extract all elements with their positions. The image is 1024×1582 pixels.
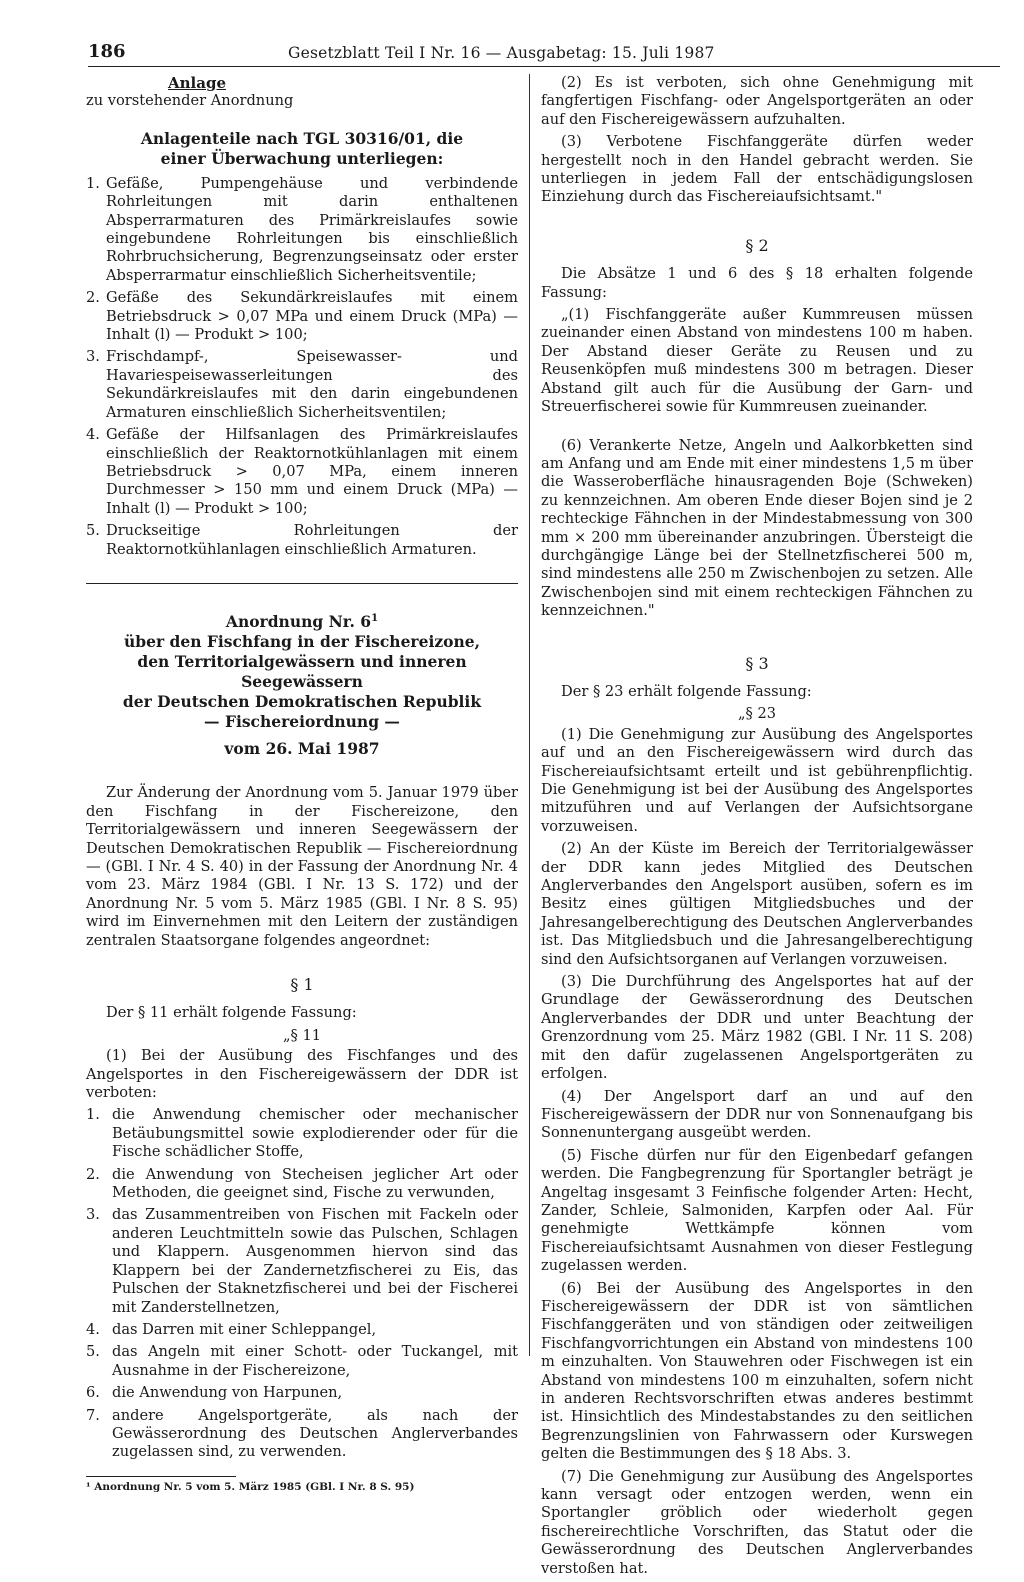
column-divider <box>529 74 530 1356</box>
ordinance-date: vom 26. Mai 1987 <box>224 738 380 758</box>
ordinance-title-line-5: — Fischereiordnung — <box>204 711 400 731</box>
list-item <box>86 522 518 559</box>
list-item-text: die Anwendung von Harpunen, <box>112 1384 343 1402</box>
anlage-list <box>86 175 518 559</box>
section-23-para-3: (3) Die Durchführung des Angelsportes hat auf der Grundlage der Gewässerordnung des Deutschen Anglerverbandes der DDR und unter Beachtung der Grenzordnung vom 25. März 1982 (GBl. I Nr. 11 S. 208) mit den dafür zugelassenen Angelsportgeräten zu erfolgen. <box>541 973 973 1083</box>
list-item <box>86 1407 518 1462</box>
list-item-number: 5. <box>86 1343 100 1361</box>
list-item-number: 2. <box>86 289 100 307</box>
ordinance-intro: Zur Änderung der Anordnung vom 5. Januar 1979 über den Fischfang in der Fischereizone, den Territorialgewässern und inneren Seegewässern der Deutschen Demokratischen Republik — Fischereiordnung — (GBl. I Nr. 4 S. 40) in der Fassung der Anordnung Nr. 4 vom 23. März 1984 (GBl. I Nr. 13 S. 172) und der Anordnung Nr. 5 vom 5. März 1985 (GBl. I Nr. 8 S. 95) wird im Einvernehmen mit den Leitern der zuständigen zentralen Staatsorgane folgendes angeordnet: <box>86 784 518 949</box>
section-3-lead: Der § 23 erhält folgende Fassung: <box>561 682 812 700</box>
section-2-lead: Die Absätze 1 und 6 des § 18 erhalten folgende Fassung: <box>541 265 973 301</box>
list-item-text: Gefäße, Pumpengehäuse und verbindende Rohrleitungen mit darin enthaltenen Absperrarmaturen des Primärkreislaufes sowie eingebundene Rohrleitungen bis einschließlich Rohrbruchsicherung, Begrenzungseinsatz oder erster Absperrarmatur einschließlich Sicherheitsventile; <box>106 174 518 284</box>
prohibited-list <box>86 1106 518 1461</box>
section-18-para-1: „(1) Fischfanggeräte außer Kummreusen müssen zueinander einen Abstand von mindestens 100 m haben. Der Abstand dieser Geräte zu Reusen und zu Reusenköpfen muß mindestens 300 m betragen. Dieser Abstand gilt auch für die Ausübung der Garn- und Streuerfischerei sowie für Kummreusen zueinander. <box>541 306 973 416</box>
section-11-para-3: (3) Verbotene Fischfanggeräte dürfen weder hergestellt noch in den Handel gebracht werden. Sie unterliegen in jedem Fall der entschädigungslosen Einziehung durch das Fischereiaufsichtsamt." <box>541 133 973 206</box>
list-item <box>86 426 518 518</box>
section-18-para-6: (6) Verankerte Netze, Angeln und Aalkorbketten sind am Anfang und am Ende mit einer mindestens 1,5 m über die Wasseroberfläche hinausragenden Boje (Schweken) zu kennzeichnen. Am oberen Ende dieser Bojen sind je 2 rechteckige Fähnchen in der Mindestabmessung von 300 mm × 200 mm übereinander anzubringen. Übersteigt die durchgängige Länge bei der Stellnetzfischerei 500 m, sind mindestens alle 250 m Zwischenbojen zu setzen. Alle Zwischenbojen sind mit einem rechteckigen Fähnchen zu kennzeichnen." <box>541 436 973 620</box>
list-item-number: 5. <box>86 522 100 540</box>
section-2-heading: § 2 <box>745 235 769 255</box>
list-item <box>86 1343 518 1380</box>
list-item-number: 3. <box>86 1206 100 1224</box>
list-item <box>86 1321 518 1339</box>
section-11-heading: „§ 11 <box>282 1026 322 1044</box>
right-column <box>541 74 973 1582</box>
list-item-text: das Zusammentreiben von Fischen mit Fackeln oder anderen Leuchtmitteln sowie das Pulschen, Schlagen und Klappern. Ausgenommen hiervon sind das Klappern bei der Zandernetzfischerei zu Eis, das Pulschen der Staknetzfischerei und bei der Fischerei mit Zanderstellnetzen, <box>112 1206 518 1316</box>
list-item-number: 6. <box>86 1384 100 1402</box>
section-11-para-1: (1) Bei der Ausübung des Fischfanges und des Angelsportes in den Fischereigewässern der DDR ist verboten: <box>86 1047 518 1102</box>
section-23-para-1: (1) Die Genehmigung zur Ausübung des Angelsportes auf und an den Fischereigewässern wird durch das Fischereiaufsichtsamt erteilt und ist gebührenpflichtig. Die Genehmigung ist bei der Ausübung des Angelsportes mitzuführen und auf Verlangen der Aufsichtsorgane vorzuweisen. <box>541 725 973 835</box>
section-divider <box>86 583 518 584</box>
footnote: ¹ Anordnung Nr. 5 vom 5. März 1985 (GBl. I Nr. 8 S. 95) <box>86 1480 415 1493</box>
list-item-text: andere Angelsportgeräte, als nach der Gewässerordnung des Deutschen Anglerverbandes zugelassen sind, zu verwenden. <box>112 1406 518 1461</box>
left-column <box>86 74 518 1494</box>
anlage-heading: Anlagenteile nach TGL 30316/01, die einer Überwachung unterliegen: <box>140 128 464 168</box>
section-23-para-6: (6) Bei der Ausübung des Angelsportes in den Fischereigewässern der DDR ist von sämtlichen Fischfanggeräten und von ständigen oder zeitweiligen Fischfangvorrichtungen ein Abstand von mindestens 100 m einzuhalten. Von Stauwehren oder Fischwegen ist ein Abstand von mindestens 100 m einzuhalten, sofern nicht in anderen Rechtsvorschriften etwas anderes bestimmt ist. Hinsichtlich des Mindestabstandes zu den seitlichen Begrenzungslinien von Fahrwassern oder Kurswegen gelten die Bestimmungen des § 18 Abs. 3. <box>541 1279 973 1463</box>
ordinance-title-line-3: den Territorialgewässern und inneren Seegewässern <box>137 651 467 691</box>
list-item-number: 4. <box>86 426 100 444</box>
section-23-para-4: (4) Der Angelsport darf an und auf den Fischereigewässern der DDR nur von Sonnenaufgang bis Sonnenuntergang ausgeübt werden. <box>541 1087 973 1142</box>
section-1-lead: Der § 11 erhält folgende Fassung: <box>106 1004 357 1022</box>
list-item-text: die Anwendung von Stecheisen jeglicher Art oder Methoden, die geeignet sind, Fische zu verwunden, <box>112 1165 518 1202</box>
spacer <box>541 421 973 437</box>
list-item <box>86 175 518 285</box>
list-item-number: 4. <box>86 1320 100 1338</box>
list-item-text: Gefäße des Sekundärkreislaufes mit einem Betriebsdruck > 0,07 MPa und einem Druck (MPa) — Inhalt (l) — Produkt > 100; <box>106 289 518 344</box>
page-header <box>88 32 1000 67</box>
anlage-title: Anlage <box>168 74 226 92</box>
ordinance-title-line-2: über den Fischfang in der Fischereizone, <box>123 631 481 651</box>
header-title: Gesetzblatt Teil I Nr. 16 — Ausgabetag: 15. Juli 1987 <box>288 44 715 62</box>
list-item-number: 7. <box>86 1406 100 1424</box>
ordinance-title-line-4: der Deutschen Demokratischen Republik <box>122 691 482 711</box>
section-23-heading: „§ 23 <box>737 705 777 723</box>
ordinance-title-line-1: Anordnung Nr. 6 <box>225 611 372 631</box>
section-1-heading: § 1 <box>290 975 314 994</box>
list-item <box>86 1166 518 1203</box>
footnote-marker: 1 <box>371 612 379 624</box>
list-item-text: Frischdampf-, Speisewasser- und Havariespeisewasserleitungen des Sekundärkreislaufes mit den darin eingebundenen Armaturen einschließlich Sicherheitsventilen; <box>106 348 518 421</box>
list-item-number: 2. <box>86 1165 100 1183</box>
list-item-text: Druckseitige Rohrleitungen der Reaktornotkühlanlagen einschließlich Armaturen. <box>106 522 518 558</box>
list-item <box>86 1384 518 1402</box>
list-item-number: 1. <box>86 174 100 192</box>
section-11-para-2: (2) Es ist verboten, sich ohne Genehmigung mit fangfertigen Fischfang- oder Angelsportgeräten an oder auf den Fischereigewässern aufzuhalten. <box>541 74 973 128</box>
anlage-subtitle: zu vorstehender Anordnung <box>86 92 294 110</box>
list-item-number: 1. <box>86 1106 100 1124</box>
footnote-divider <box>86 1476 236 1477</box>
list-item <box>86 1206 518 1316</box>
section-23-para-7: (7) Die Genehmigung zur Ausübung des Angelsportes kann versagt oder entzogen werden, wenn ein Sportangler gröblich oder wiederholt gegen fischereirechtliche Vorschriften, das Statut oder die Gewässerordnung des Deutschen Anglerverbandes verstoßen hat. <box>541 1467 973 1577</box>
list-item <box>86 348 518 422</box>
list-item-text: das Darren mit einer Schleppangel, <box>112 1320 377 1338</box>
list-item <box>86 1106 518 1161</box>
ordinance-title <box>86 612 518 732</box>
list-item-text: das Angeln mit einer Schott- oder Tuckangel, mit Ausnahme in der Fischereizone, <box>112 1343 518 1379</box>
section-3-heading: § 3 <box>745 653 769 673</box>
list-item-text: die Anwendung chemischer oder mechanischer Betäubungsmittel sowie explodierender oder für die Fische schädlicher Stoffe, <box>112 1106 518 1161</box>
section-23-para-2: (2) An der Küste im Bereich der Territorialgewässer der DDR kann jedes Mitglied des Deutschen Anglerverbandes den Angelsport ausüben, sofern es im Besitz eines gültigen Mitgliedsbuches und der Jahresangelberechtigung des Deutschen Anglerverbandes ist. Das Mitgliedsbuch und die Jahresangelberechtigung sind den Aufsichtsorganen auf Verlangen vorzuweisen. <box>541 840 973 968</box>
list-item <box>86 289 518 344</box>
list-item-number: 3. <box>86 348 100 366</box>
section-23-para-5: (5) Fische dürfen nur für den Eigenbedarf gefangen werden. Die Fangbegrenzung für Sportangler beträgt je Angeltag insgesamt 3 Feinfische folgender Arten: Hecht, Zander, Schleie, Salmoniden, Karpfen oder Aal. Für genehmigte Wettkämpfe können vom Fischereiaufsichtsamt Ausnahmen von dieser Festlegung zugelassen werden. <box>541 1146 973 1275</box>
list-item-text: Gefäße der Hilfsanlagen des Primärkreislaufes einschließlich der Reaktornotkühlanlagen mit einem Betriebsdruck > 0,07 MPa, einem inneren Durchmesser > 150 mm und einem Druck (MPa) — Inhalt (l) — Produkt > 100; <box>106 426 518 517</box>
page-number: 186 <box>88 41 126 62</box>
